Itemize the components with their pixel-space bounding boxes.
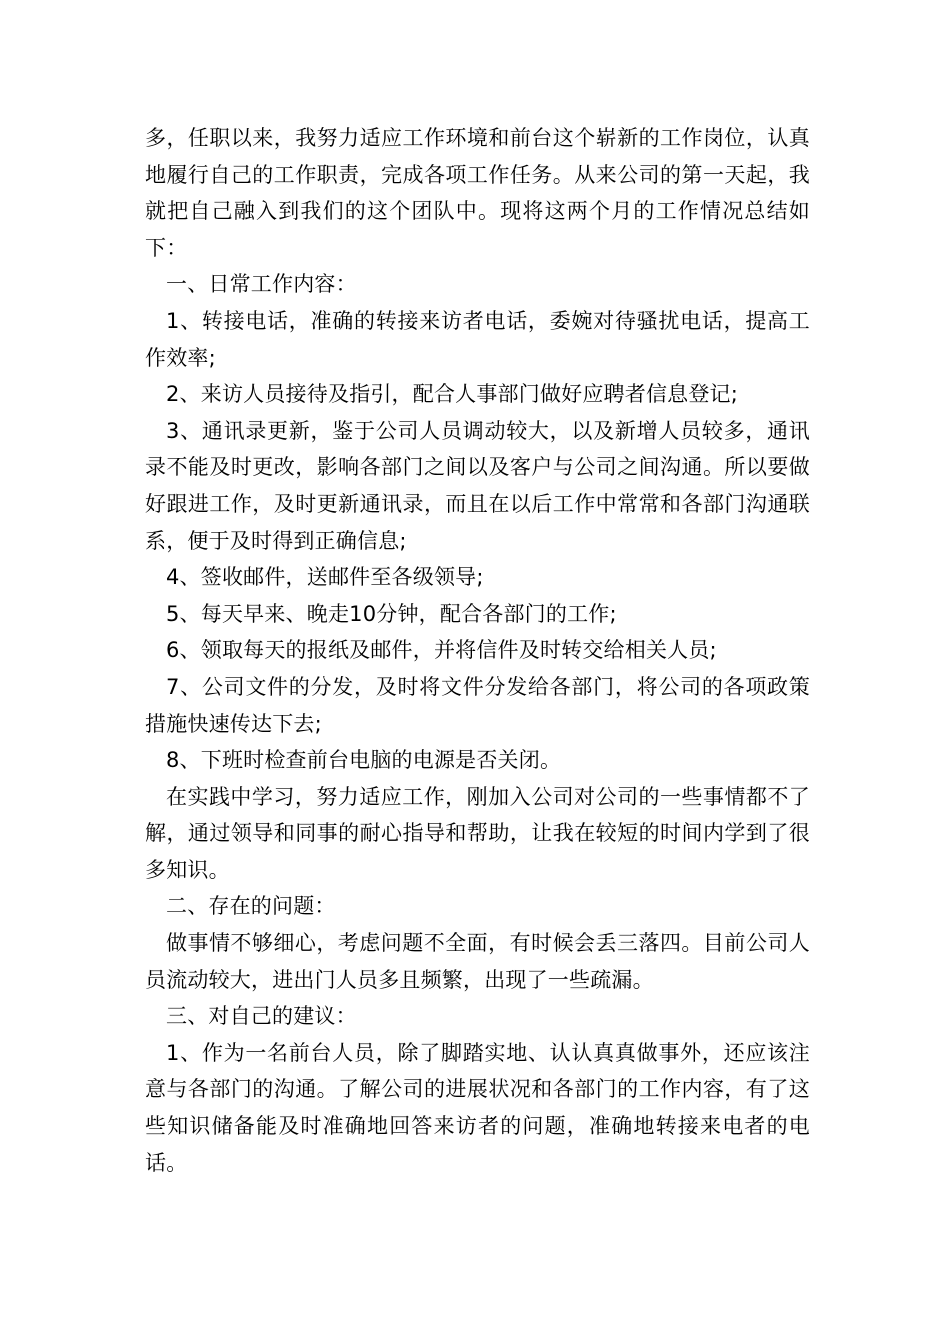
heading-problems: 二、存在的问题： (166, 894, 336, 919)
suggestion-item-1: 1、作为一名前台人员，除了脚踏实地、认认真真做事外，还应该注意与各部门的沟通。了解公司的进展状况和各部门的工作内容，有了这些知识储备能及时准确地回答来访者的问题，准确地转接来电者的电话。 (145, 1040, 810, 1175)
list-item-4: 4、签收邮件，送邮件至各级领导; (166, 565, 484, 590)
paragraph-learning: 在实践中学习，努力适应工作，刚加入公司对公司的一些事情都不了解，通过领导和同事的耐心指导和帮助，让我在较短的时间内学到了很多知识。 (145, 784, 810, 882)
list-item-1: 1、转接电话，准确的转接来访者电话，委婉对待骚扰电话，提高工作效率; (145, 308, 810, 370)
list-item-6: 6、领取每天的报纸及邮件，并将信件及时转交给相关人员; (166, 638, 717, 663)
list-item-3: 3、通讯录更新，鉴于公司人员调动较大，以及新增人员较多，通讯录不能及时更改，影响各部门之间以及客户与公司之间沟通。所以要做好跟进工作，及时更新通讯录，而且在以后工作中常常和各部门沟通联系，便于及时得到正确信息; (145, 418, 810, 553)
list-item-5: 5、每天早来、晚走10分钟，配合各部门的工作; (166, 601, 617, 626)
heading-suggestions: 三、对自己的建议： (166, 1004, 357, 1029)
heading-daily-work: 一、日常工作内容： (166, 272, 357, 297)
list-item-8: 8、下班时检查前台电脑的电源是否关闭。 (166, 748, 562, 773)
paragraph-problems: 做事情不够细心，考虑问题不全面，有时候会丢三落四。目前公司人员流动较大，进出门人员多且频繁，出现了一些疏漏。 (145, 931, 810, 992)
list-item-2: 2、来访人员接待及指引，配合人事部门做好应聘者信息登记; (166, 382, 739, 407)
paragraph-intro: 多，任职以来，我努力适应工作环境和前台这个崭新的工作岗位，认真地履行自己的工作职责，完成各项工作任务。从来公司的第一天起，我就把自己融入到我们的这个团队中。现将这两个月的工作情况总结如下： (145, 126, 810, 260)
list-item-7: 7、公司文件的分发，及时将文件分发给各部门，将公司的各项政策措施快速传达下去; (145, 674, 810, 736)
document-body (145, 120, 810, 1181)
